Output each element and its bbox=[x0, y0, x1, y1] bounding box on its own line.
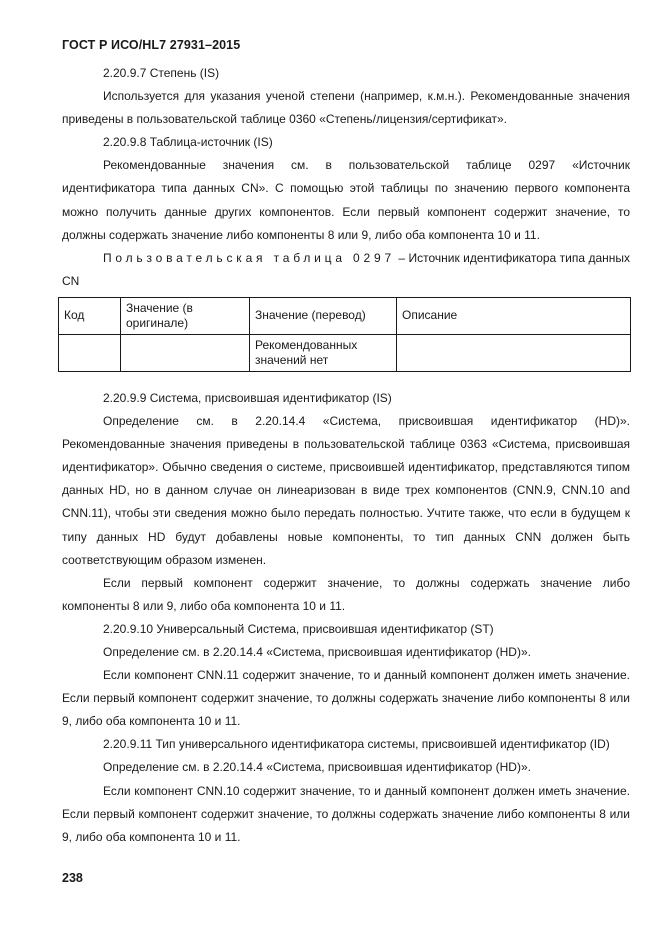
paragraph: Определение см. в 2.20.14.4 «Система, присвоившая идентификатор (HD)». bbox=[103, 760, 531, 775]
section-heading-2-20-9-8: 2.20.9.8 Таблица-источник (IS) bbox=[103, 135, 273, 150]
section-heading-2-20-9-10: 2.20.9.10 Универсальный Система, присвоившая идентификатор (ST) bbox=[103, 621, 494, 636]
table-caption bbox=[62, 247, 630, 293]
paragraph: Определение см. в 2.20.14.4 «Система, присвоившая идентификатор (HD)». bbox=[103, 644, 531, 659]
table-header-cell: Код bbox=[59, 297, 121, 334]
table-cell: Рекомендованных значений нет bbox=[250, 334, 397, 371]
section-heading-2-20-9-11: 2.20.9.11 Тип универсального идентификатора системы, присвоившей идентификатор (ID) bbox=[103, 737, 610, 752]
paragraph: Если компонент CNN.10 содержит значение, то и данный компонент должен иметь значение. Если первый компонент содержит значение, то должны содержать значение либо компоненты 8 или 9, либо оба компонента 10 и 11. bbox=[62, 783, 630, 844]
table-header-cell: Описание bbox=[397, 297, 631, 334]
paragraph: Используется для указания ученой степени (например, к.м.н.). Рекомендованные значения приведены в пользовательской таблице 0360 «Степень/лицензия/сертификат». bbox=[62, 89, 630, 127]
table-row bbox=[59, 334, 631, 371]
paragraph: Рекомендованные значения см. в пользовательской таблице 0297 «Источник идентификатора типа данных CN». С помощью этой таблицы по значению первого компонента можно получить данные других компонентов. Если первый компонент содержит значение, то должны содержать значение либо компоненты 8 или 9, либо оба компонента 10 и 11. bbox=[62, 158, 630, 242]
section-heading-2-20-9-7: 2.20.9.7 Степень (IS) bbox=[103, 66, 220, 80]
table-header-row bbox=[59, 297, 631, 334]
paragraph: Если первый компонент содержит значение, то должны содержать значение либо компоненты 8 или 9, либо оба компонента 10 и 11. bbox=[62, 575, 630, 613]
table-cell bbox=[59, 334, 121, 371]
table-header-cell: Значение (перевод) bbox=[250, 297, 397, 334]
table-caption-text: – Источник идентификатора типа данных CN bbox=[62, 250, 630, 288]
user-table-0297 bbox=[58, 297, 631, 372]
page-number: 238 bbox=[62, 871, 83, 885]
paragraph: Определение см. в 2.20.14.4 «Система, присвоившая идентификатор (HD)». Рекомендованные значения приведены в пользовательской таблице 0363 «Система, присвоившая идентификатор». Обычно сведения о системе, присвоившей идентификатор, представляются типом данных HD, но в данном случае он линеаризован в виде трех компонентов (CNN.9, CNN.10 and CNN.11), чтобы эти сведения можно было передать полностью. Учтите также, что если в будущем к типу данных HD будут добавлены новые компоненты, то тип данных CNN должен быть соответствующим образом изменен. bbox=[62, 414, 630, 567]
document-header: ГОСТ Р ИСО/HL7 27931–2015 bbox=[62, 38, 241, 52]
table-header-cell: Значение (в оригинале) bbox=[121, 297, 250, 334]
paragraph: Если компонент CNN.11 содержит значение, то и данный компонент должен иметь значение. Если первый компонент содержит значение, то должны содержать значение либо компоненты 8 или 9, либо оба компонента 10 и 11. bbox=[62, 668, 630, 729]
table-cell bbox=[121, 334, 250, 371]
table-cell bbox=[397, 334, 631, 371]
document-body bbox=[62, 62, 630, 849]
table-caption-label: Пользовательская таблица 0297 bbox=[103, 250, 395, 265]
section-heading-2-20-9-9: 2.20.9.9 Система, присвоившая идентификатор (IS) bbox=[103, 390, 392, 405]
